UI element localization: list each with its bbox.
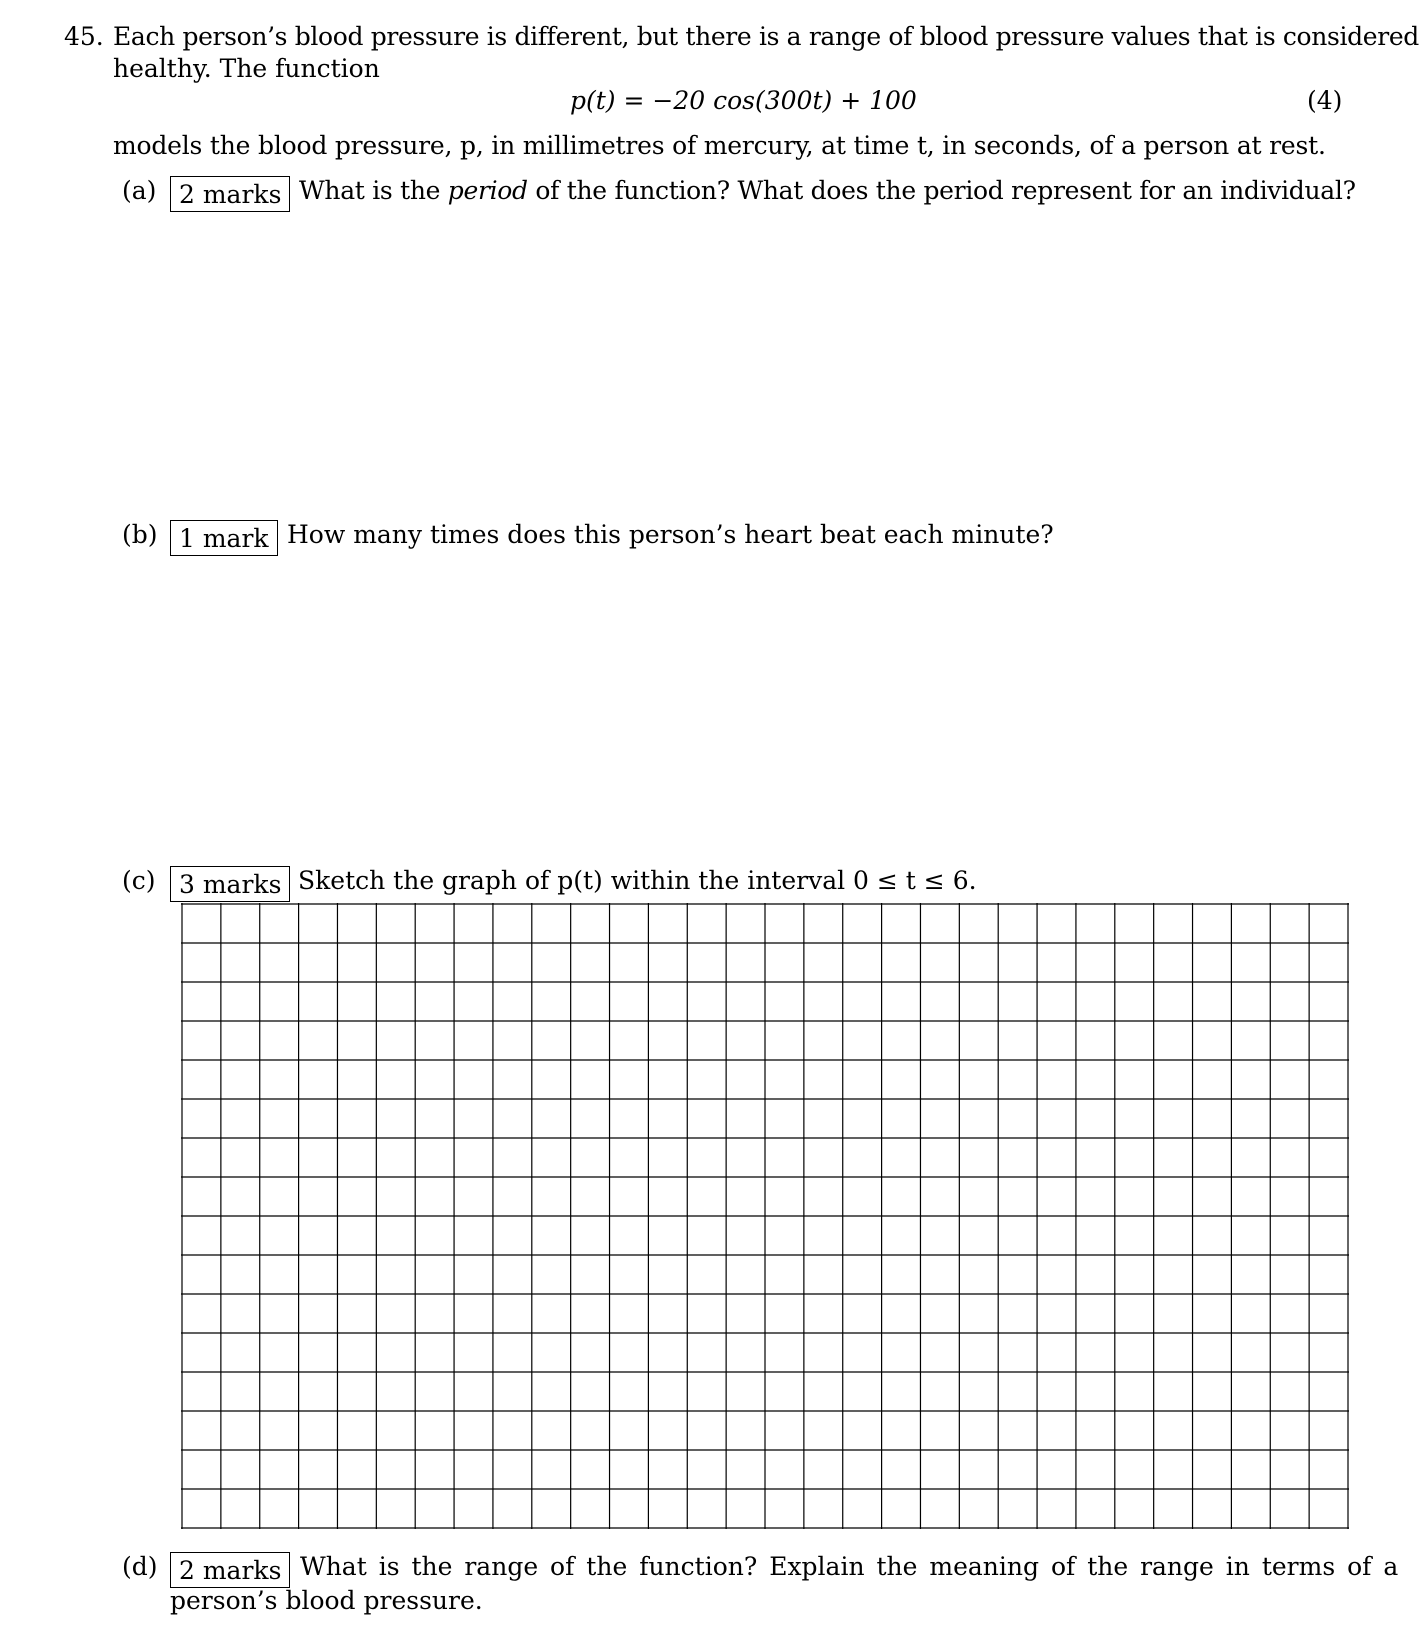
part-c-question: Sketch the graph of p(t) within the interval 0 ≤ t ≤ 6. xyxy=(298,866,977,895)
part-a-label: (a) xyxy=(122,176,157,205)
part-d-label: (d) xyxy=(122,1552,158,1581)
grid-svg xyxy=(181,903,1349,1529)
part-b-question: How many times does this person’s heart beat each minute? xyxy=(287,520,1054,549)
equation: p(t) = −20 cos(300t) + 100 xyxy=(570,86,917,115)
model-line: models the blood pressure, p, in millimetres of mercury, at time t, in seconds, of a person at rest. xyxy=(113,131,1326,160)
part-d-question-line-2: person’s blood pressure. xyxy=(170,1586,483,1615)
part-b-marks: 1 mark xyxy=(170,520,278,556)
part-a-marks: 2 marks xyxy=(170,176,290,212)
equation-tag: (4) xyxy=(1307,86,1343,115)
graph-grid[interactable] xyxy=(181,903,1349,1535)
part-b-label: (b) xyxy=(122,520,158,549)
part-a-text-after: of the function? What does the period represent for an individual? xyxy=(527,176,1356,205)
intro-line-1: Each person’s blood pressure is different, but there is a range of blood pressure values that is considered xyxy=(113,22,1419,51)
part-d-marks: 2 marks xyxy=(170,1552,290,1588)
part-c-label: (c) xyxy=(122,866,156,895)
part-a-question xyxy=(299,176,1356,205)
part-a-text-before: What is the xyxy=(299,176,448,205)
intro-line-2: healthy. The function xyxy=(113,54,380,83)
part-d-question-line-1: What is the range of the function? Explain the meaning of the range in terms of a xyxy=(300,1552,1399,1581)
part-c-marks: 3 marks xyxy=(170,866,290,902)
question-number: 45. xyxy=(64,22,104,51)
part-a-text-em: period xyxy=(447,176,528,205)
